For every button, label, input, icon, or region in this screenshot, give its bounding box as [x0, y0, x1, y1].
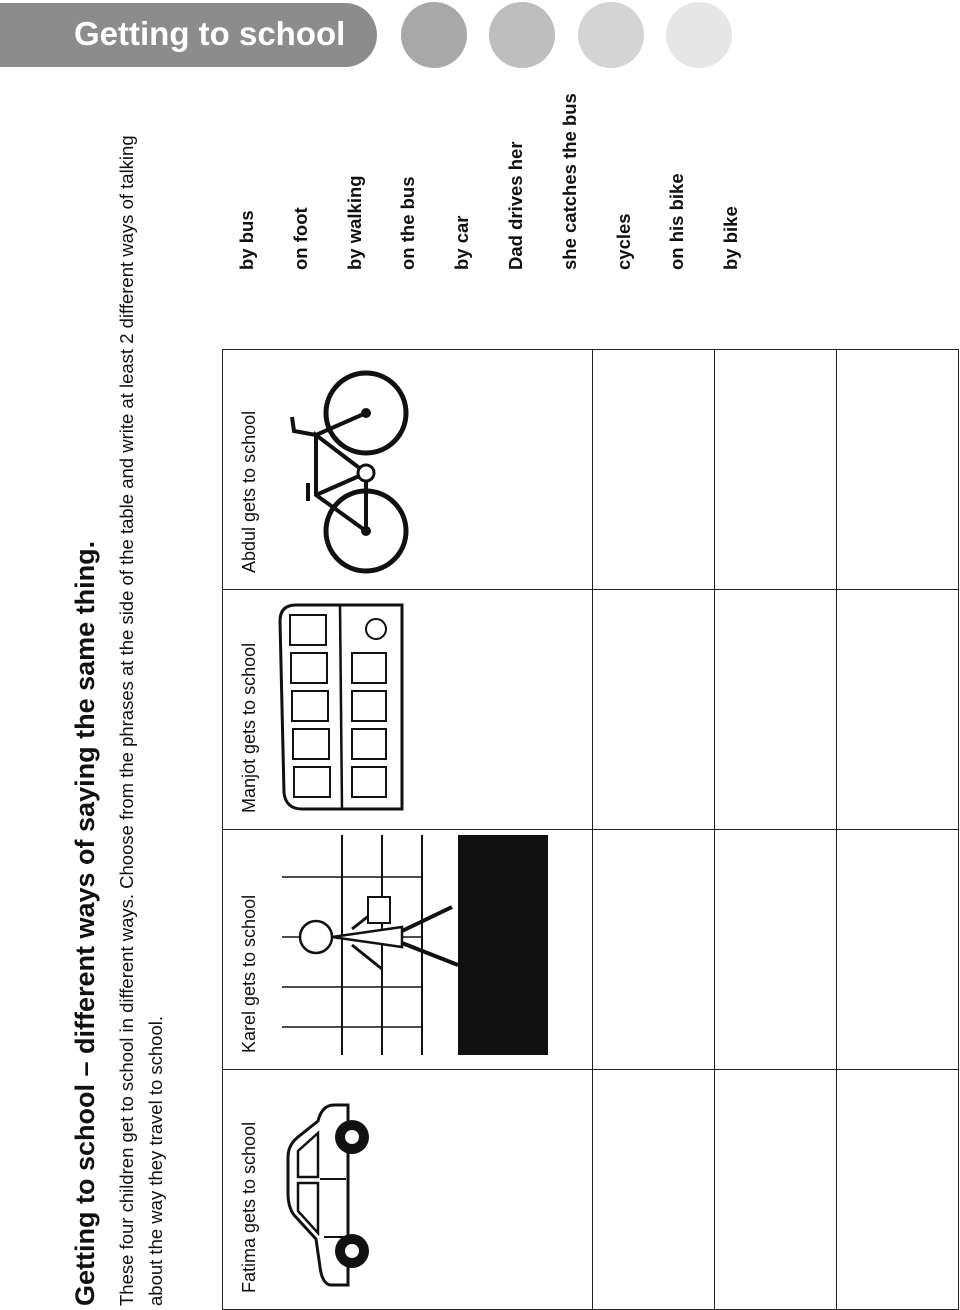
bus-icon — [272, 597, 412, 817]
answer-cell[interactable] — [715, 590, 837, 830]
answer-cell[interactable] — [837, 830, 959, 1070]
decorative-circle — [401, 2, 467, 68]
column-manjot — [223, 590, 593, 830]
phrase-item: on foot — [289, 207, 311, 270]
phrase-list — [220, 93, 758, 270]
bicycle-icon — [272, 367, 412, 577]
table-row — [715, 350, 837, 1310]
walking-child-icon — [272, 827, 552, 1057]
table-row — [837, 350, 959, 1310]
decorative-circle — [666, 2, 732, 68]
column-label: Karel gets to school — [239, 894, 259, 1053]
worksheet-instructions: These four children get to school in different ways. Choose from the phrases at the side of the table and write at least 2 different ways of talking about the way they travel to school. — [116, 135, 166, 1306]
answer-cell[interactable] — [593, 830, 715, 1070]
column-label: Abdul gets to school — [239, 410, 259, 573]
car-icon — [272, 1097, 382, 1297]
answer-cell[interactable] — [837, 1070, 959, 1310]
column-fatima — [223, 1070, 593, 1310]
phrase-item: by car — [451, 215, 473, 270]
header-banner — [0, 3, 377, 67]
worksheet — [70, 93, 960, 1310]
table-header-row — [223, 350, 593, 1310]
answer-cell[interactable] — [837, 350, 959, 590]
banner-title: Getting to school — [74, 15, 346, 52]
answer-cell[interactable] — [593, 590, 715, 830]
worksheet-title: Getting to school – different ways of saying the same thing. — [70, 540, 100, 1306]
answer-cell[interactable] — [715, 1070, 837, 1310]
phrase-item: Dad drives her — [504, 141, 526, 270]
phrase-item: cycles — [612, 213, 634, 270]
answer-cell[interactable] — [593, 1070, 715, 1310]
phrase-item: on the bus — [397, 176, 419, 270]
column-label: Fatima gets to school — [239, 1121, 259, 1293]
answer-cell[interactable] — [715, 830, 837, 1070]
phrase-item: by bike — [720, 206, 742, 270]
decorative-circle — [489, 2, 555, 68]
answer-table — [222, 349, 959, 1310]
column-abdul — [223, 350, 593, 590]
phrase-item: she catches the bus — [558, 93, 580, 270]
answer-cell[interactable] — [715, 350, 837, 590]
answer-cell[interactable] — [593, 350, 715, 590]
phrase-item: by walking — [343, 175, 365, 270]
column-karel — [223, 830, 593, 1070]
answer-cell[interactable] — [837, 590, 959, 830]
table-row — [593, 350, 715, 1310]
column-label: Manjot gets to school — [239, 642, 259, 813]
phrase-item: on his bike — [666, 173, 688, 270]
phrase-item: by bus — [236, 210, 257, 270]
decorative-circle — [578, 2, 644, 68]
